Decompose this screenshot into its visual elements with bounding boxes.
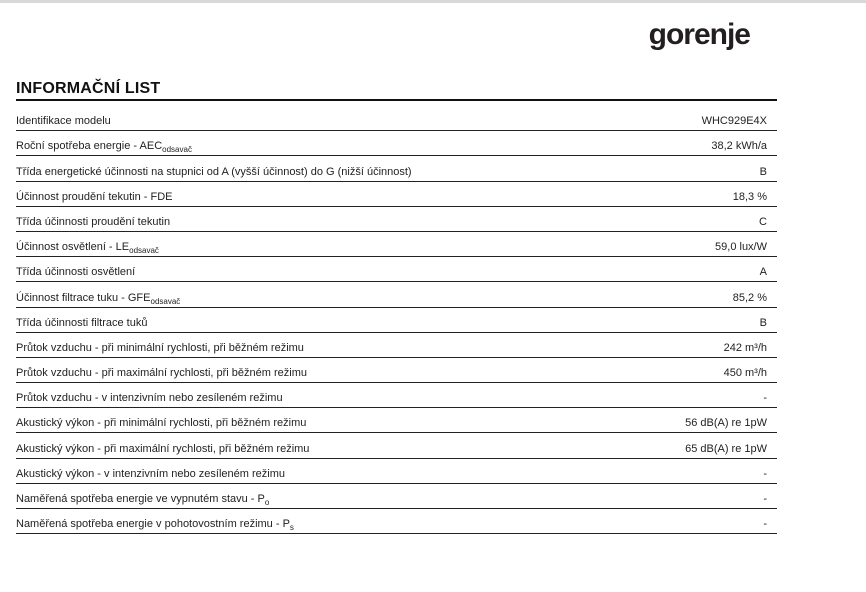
row-value: -	[763, 467, 767, 480]
row-label-subscript: o	[264, 498, 270, 508]
row-label: Účinnost osvětlení - $LE_{odsavač}$	[16, 241, 159, 256]
table-row	[16, 308, 777, 333]
row-label-subscript: s	[289, 523, 294, 533]
top-divider	[0, 0, 866, 3]
table-row	[16, 182, 777, 207]
row-label: Identifikace modelu	[16, 115, 111, 128]
row-label: Průtok vzduchu - při minimální rychlosti, při běžném režimu	[16, 341, 304, 354]
row-value: 38,2 kWh/a	[711, 140, 767, 153]
table-row	[16, 106, 777, 131]
table-row	[16, 156, 777, 181]
row-label: Účinnost proudění tekutin - FDE	[16, 190, 173, 203]
table-row	[16, 232, 777, 257]
row-value: C	[759, 215, 767, 228]
row-value: -	[763, 518, 767, 531]
row-value: 85,2 %	[732, 291, 767, 304]
row-label: Třída energetické účinnosti na stupnici od A (vyšší účinnost) do G (nižší účinnost)	[16, 165, 412, 178]
row-value: -	[763, 493, 767, 505]
table-row	[16, 257, 777, 282]
row-value: 56 dB(A) re 1pW	[685, 417, 767, 430]
row-value: 59,0 lux/W	[715, 241, 767, 254]
row-value: A	[759, 266, 767, 279]
row-value: 242 m³/h	[723, 341, 767, 354]
row-label-subscript: odsavač	[129, 246, 159, 256]
table-row	[16, 131, 777, 156]
table-row	[16, 459, 777, 484]
gorenje-logo: gorenje	[648, 18, 750, 51]
row-label-subscript: odsavač	[162, 145, 192, 155]
table-row	[16, 509, 777, 534]
table-row	[16, 282, 777, 307]
table-row	[16, 484, 777, 509]
row-label: Třída účinnosti filtrace tuků	[16, 316, 148, 329]
row-label: Naměřená spotřeba energie ve vypnutém stavu - $P_o$	[16, 493, 270, 508]
table-row	[16, 408, 777, 433]
title-rule	[16, 99, 777, 101]
row-label-subscript: odsavač	[150, 296, 181, 306]
row-label: Roční spotřeba energie - $AEC_{odsavač}$	[16, 140, 192, 155]
row-label: Průtok vzduchu - v intenzivním nebo zesíleném režimu	[16, 392, 283, 405]
info-table	[16, 106, 777, 534]
table-row	[16, 383, 777, 408]
page-title: INFORMAČNÍ LIST	[16, 80, 161, 97]
table-row	[16, 358, 777, 383]
row-value: 65 dB(A) re 1pW	[685, 442, 767, 455]
row-value: 18,3 %	[732, 190, 767, 203]
row-label: Akustický výkon - při minimální rychlosti, při běžném režimu	[16, 417, 307, 430]
table-row	[16, 333, 777, 358]
row-label: Akustický výkon - při maximální rychlosti, při běžném režimu	[16, 442, 310, 455]
row-label: Třída účinnosti proudění tekutin	[16, 215, 171, 228]
row-label: Účinnost filtrace tuku - $GFE_{odsavač}$	[16, 291, 181, 306]
row-value: -	[763, 392, 767, 405]
row-value: WHC929E4X	[701, 115, 767, 128]
table-row	[16, 207, 777, 232]
row-value: B	[759, 165, 767, 178]
row-label: Akustický výkon - v intenzivním nebo zesíleném režimu	[16, 467, 285, 480]
row-value: B	[759, 316, 767, 329]
row-label: Třída účinnosti osvětlení	[16, 266, 136, 279]
row-label: Naměřená spotřeba energie v pohotovostním režimu - $P_s$	[16, 518, 294, 533]
row-value: 450 m³/h	[723, 367, 767, 380]
row-label: Průtok vzduchu - při maximální rychlosti, při běžném režimu	[16, 367, 307, 380]
table-row	[16, 433, 777, 458]
